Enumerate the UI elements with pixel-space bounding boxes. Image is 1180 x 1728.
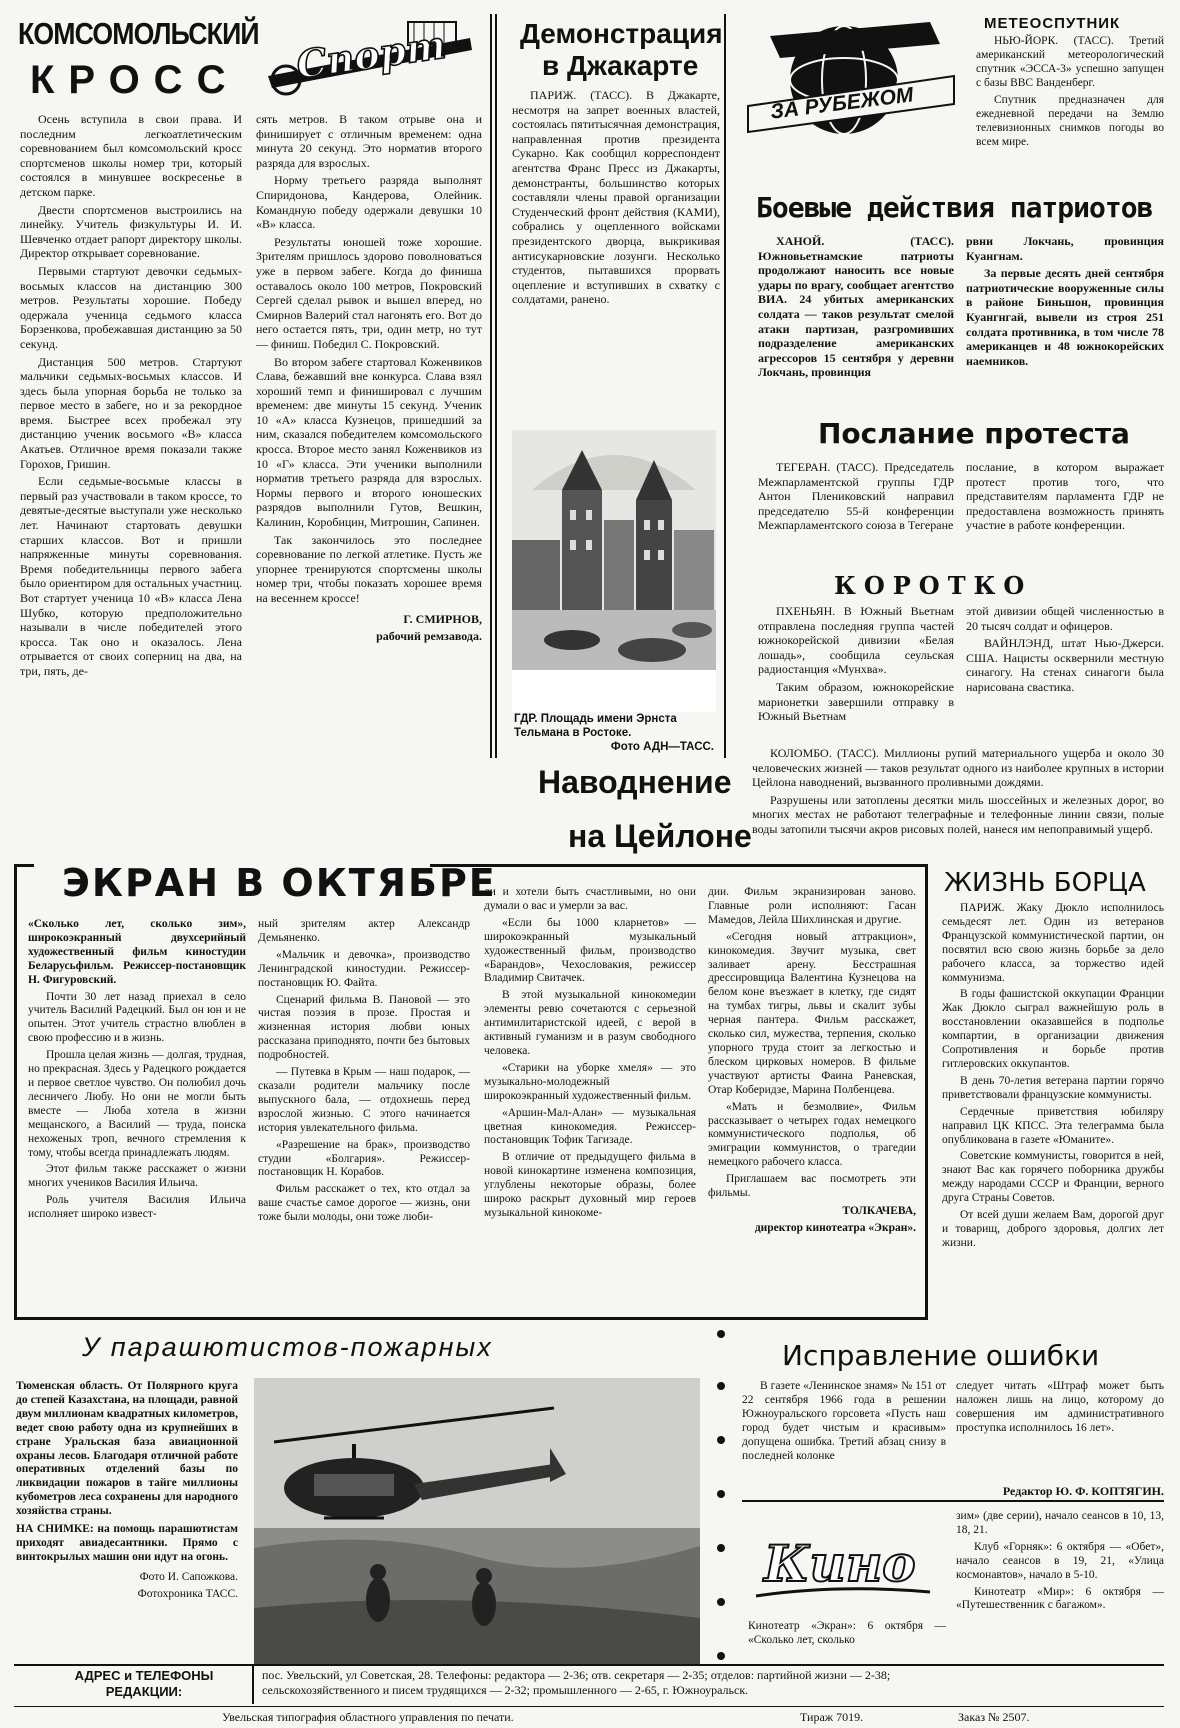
borets-paragraph: В день 70-летия ветерана партии горячо приветствовали французские коммунисты. xyxy=(942,1074,1164,1101)
abroad-logo xyxy=(740,14,962,142)
borets-paragraph: Советские коммунисты, говорится в ней, знают Вас как горячего поборника дружбы между народами СССР и Франции, верного друга Страны Советов. xyxy=(942,1150,1164,1205)
helicopter-photo xyxy=(254,1378,700,1664)
kino-logo-underline xyxy=(748,1534,938,1602)
kino-column-1 xyxy=(748,1620,946,1670)
kross-title-line1: КОМСОМОЛЬСКИЙ xyxy=(18,16,259,51)
correction-title: Исправление ошибки xyxy=(782,1339,1100,1372)
footer-bottom-rule xyxy=(14,1706,1164,1707)
kino-paragraph: Кинотеатр «Мир»: 6 октября — «Путешественник с багажом». xyxy=(956,1585,1164,1612)
footer-address-label-line1: АДРЕС и ТЕЛЕФОНЫ xyxy=(74,1668,214,1683)
ekran-paragraph: ный зрителям актер Александр Демьяненко. xyxy=(258,918,470,944)
colombo-article xyxy=(752,746,1164,860)
correction-column-1 xyxy=(742,1380,946,1490)
patriots-paragraph: ХАНОЙ. (ТАСС). Южновьетнамские патриоты продолжают наносить все новые удары по врагу, сообщает агентство ВИА. 24 убитых американских солдата — таков результат смелой атаки партизан, разгромивших подразделение американских агрессоров 15 сентября у деревни Локчань, провинция xyxy=(758,234,954,380)
korotko-paragraph: ПХЕНЬЯН. В Южный Вьетнам отправлена последняя группа частей южнокорейской дивизии «Белая лошадь», сообщила сеульская радиостанция «Мунхва». xyxy=(758,604,954,677)
korotko-paragraph: ВАЙНЛЭНД, штат Нью-Джерси. США. Нацисты осквернили местную синагогу. На стенах синагоги была нарисована свастика. xyxy=(966,636,1164,694)
borets-paragraph: Сердечные приветствия юбиляру направил ЦК КПСС. Эта телеграмма была опубликована в газете «Юманите». xyxy=(942,1105,1164,1146)
dot-separator xyxy=(716,1330,726,1670)
patriots-paragraph: рвни Локчань, провинция Куангнам. xyxy=(966,234,1164,263)
patriots-title: Боевые действия патриотов xyxy=(756,191,1153,224)
footer-address-label xyxy=(44,1668,244,1700)
kross-paragraph: Результаты юношей тоже хорошие. Зрителям пришлось здорово поволноваться уже в первом забеге. Когда до финиша оставалось около 100 метров, Покровский Сергей сделал рывок и вышел вперед, но Смирнов Валерий стал нагонять его. Вот до него остается пять, три, один метр, но тут — финиш. Победил С. Покровский. xyxy=(256,234,482,351)
colombo-paragraph: КОЛОМБО. (ТАСС). Миллионы рупий материального ущерба и около 30 человеческих жизней — таков результат одного из наиболее крупных в истории Цейлона наводнений, вызванного проливными дождями. xyxy=(752,746,1164,790)
kross-paragraph: сять метров. В таком отрыве она и финиширует с отличным временем: одна минута 20 секунд. Это норматив второго разряда для взрослых. xyxy=(256,112,482,170)
ekran-signature-name: ТОЛКАЧЕВА, xyxy=(842,1204,916,1217)
protest-column-1 xyxy=(758,460,954,562)
ekran-box-top-rule xyxy=(14,864,34,867)
kino-logo-text: Кино xyxy=(764,1534,916,1593)
correction-paragraph: следует читать «Штраф может быть наложен лишь на лицо, которому до совершения им административного проступка исполнилось 16 лет». xyxy=(956,1380,1164,1434)
kross-paragraph: Так закончилось это последнее соревнование по легкой атлетике. Пусть же упорнее тренируются спортсмены школы номер три, чтобы показать хорошее время на весеннем кроссе! xyxy=(256,532,482,605)
jakarta-title-line1: Демонстрация xyxy=(520,18,723,49)
kross-paragraph: Если седьмые-восьмые классы в первый раз участвовали в таком кроссе, то девятые-десятые выступали уже несколько лет. Начинают стартовать девушки старших классов. Вот и пришли напряженные минуты соревнования. Время победительницы первого забега было ориентиром для остальных участниц. Вот стартует ученица 10 «В» класса Лена Шубко, которую предположительно называли в числе победителей этого кросса. Так оно и оказалось. Лена отрывается от своих соперниц на два, на три, пять, де- xyxy=(20,474,242,678)
rostock-photo-caption: ГДР. Площадь имени Эрнста Тельмана в Ростоке. xyxy=(514,713,677,739)
ekran-paragraph: Этот фильм также расскажет о жизни многих учеников Василия Ильича. xyxy=(28,1163,246,1190)
kino-paragraph: Кинотеатр «Экран»: 6 октября — «Сколько лет, сколько xyxy=(748,1620,946,1646)
footer-address xyxy=(262,1668,1162,1698)
kross-signature-role: рабочий ремзавода. xyxy=(376,629,482,644)
sport-logo xyxy=(258,14,480,104)
ekran-box-top-rule xyxy=(430,864,928,867)
ekran-paragraph: В этой музыкальной кинокомедии элементы ревю сочетаются с серьезной антимилитаристской идеей, с верой в активный гуманизм и в разум свободного человека. xyxy=(484,989,696,1057)
correction-column-2 xyxy=(956,1380,1164,1470)
column-rule xyxy=(495,14,497,758)
ekran-paragraph: «Старики на уборке хмеля» — это музыкально-молодежный широкоэкранный художественный фильм. xyxy=(484,1061,696,1102)
abroad-logo-text: ЗА РУБЕЖОМ xyxy=(769,83,915,124)
kross-paragraph: Дистанция 500 метров. Стартуют мальчики седьмых-восьмых классов. И здесь была упорная борьба не только за первое место в забеге, но и за рекордное время. Быстрее всех пробежал эту дистанцию ученик восьмого «В» класса Акатьев. Отличное время показали также Горохов, Гришин. xyxy=(20,354,242,471)
sport-logo-text: Спорт xyxy=(293,21,449,88)
kross-column-1 xyxy=(20,112,242,780)
ekran-paragraph: В отличие от предыдущего фильма в новой кинокартине изменена композиция, углублены некоторые образы, более широко раскрыт духовный мир героев музыкальной кинокоме- xyxy=(484,1151,696,1219)
borets-paragraph: От всей души желаем Вам, дорогой друг и товарищ, доброго здоровья, долгих лет жизни. xyxy=(942,1209,1164,1249)
ekran-paragraph: «Сегодня новый аттракцион», кинокомедия. Звучит музыка, свет заливает арену. Бесстрашная дрессировщица Валентина Кузнецова на белом коне въезжает в клетку, где сидят на тумбах тигры, львы и скалит зубы черная пантера. Фильм расскажет, сколько сил, мужества, терпения, сколько упорного труда стоит за легкостью и блеском цирковых номеров. В фильме участвуют артисты Фаина Раневская, Отар Коберидзе, Марина Полбенцева. xyxy=(708,930,916,1096)
protest-paragraph: ТЕГЕРАН. (ТАСС). Председатель Межпарламентской группы ГДР Антон Плениковский направил председателю 55-й конференции Межпарламентского союза в Тегеране xyxy=(758,460,954,533)
parachute-article xyxy=(16,1380,238,1668)
ekran-paragraph: Сценарий фильма В. Пановой — это чистая поэзия в прозе. Простая и жизненная история любви юных рассказана приподнято, почти без бытовых подробностей. xyxy=(258,993,470,1062)
korotko-paragraph: Таким образом, южнокорейские марионетки завершили отправку в Южный Вьетнам xyxy=(758,679,954,724)
ekran-paragraph: дии. Фильм экранизирован заново. Главные роли исполняют: Гасан Мамедов, Лейла Шихлинская и другие. xyxy=(708,886,916,926)
colombo-paragraph: Разрушены или затоплены десятки миль шоссейных и железных дорог, во многих местах не работают телеграфные и телефонные линии связи, полые воды затопили тысячи акров рисовых полей, нанеся им непоправимый ущерб. xyxy=(752,792,1164,836)
korotko-column-2 xyxy=(966,604,1164,742)
ekran-paragraph: Прошла целая жизнь — долгая, трудная, но прекрасная. Здесь у Радецкого рождается и первое светлое чувство. Он полюбил дочь лесничего Любу. Но они не могли быть вместе — Люба хотела в жизни мещанского, а Василий — труда, поиска нехоженых троп, вечного стремления к тому, чтобы всегда принадлежать людям. xyxy=(28,1049,246,1159)
borets-title: ЖИЗНЬ БОРЦА xyxy=(944,868,1146,898)
ekran-column-2 xyxy=(258,918,470,1306)
protest-paragraph: послание, в котором выражает протест против того, что представителям парламента ГДР не предоставлена возможность принять участие в работе конференции. xyxy=(966,460,1164,533)
footer-address-label-line2: РЕДАКЦИИ: xyxy=(105,1684,183,1699)
rostock-photo-credit: Фото АДН—ТАСС. xyxy=(610,741,714,753)
patriots-paragraph: За первые десять дней сентября патриотические вооруженные силы в районе Биньшон, провинция Куангнгай, вывели из строя 251 солдата противника, в том числе 78 американцев и 48 южнокорейских наемников. xyxy=(966,266,1164,368)
kross-paragraph: Во втором забеге стартовал Коженвиков Слава, бежавший вне конкурса. Слава взял хороший темп и финишировал с лучшим временем: две минуты 15 секунд. Ученик 10 «А» класса Кузнецов, пришедший за ним, сказался победителем комсомольского кросса. Второе место занял Коженвиков из 10 «Г» класса. Эти ученики выполнили норматив третьего разряда для взрослых. Нормы первого и второго юношеских разрядов выполнили Гутов, Вешкин, Калинин, Коробицин, Митрошин, Сапинен. xyxy=(256,354,482,530)
korotko-paragraph: этой дивизии общей численностью в 20 тысяч солдат и офицеров. xyxy=(966,604,1164,633)
ekran-paragraph: — Путевка в Крым — наш подарок, — сказали родители мальчику после выпускного бала, — отдохнешь перед взрослой жизнью. С этого начинается история увлекательного фильма. xyxy=(258,1066,470,1134)
kino-paragraph: Клуб «Горняк»: 6 октября — «Обет», начало сеансов в 19, 21, «Улица космонавтов», начало в 5-10. xyxy=(956,1540,1164,1581)
kross-paragraph: Норму третьего разряда выполнят Спиридонова, Кандерова, Олейник. Командную победу одержали девушки 10 «В» класса. xyxy=(256,173,482,232)
helicopter-photo-graphic xyxy=(254,1378,700,1664)
korotko-title: КОРОТКО xyxy=(834,571,1033,600)
footer-order: Заказ № 2507. xyxy=(958,1710,1030,1724)
korotko-column-1 xyxy=(758,604,954,742)
protest-column-2 xyxy=(966,460,1164,562)
kross-paragraph: Первыми стартуют девочки седьмых-восьмых классов на дистанцию 300 метров. Результаты хорошие. Победу одержала ученица седьмого класса Борзенкова, пробежавшая дистанцию за 50 секунд. xyxy=(20,263,242,351)
flood-title-line2: на Цейлоне xyxy=(568,818,752,854)
kross-column-2 xyxy=(256,112,482,812)
correction-rule xyxy=(742,1500,1164,1502)
ekran-signature-role: директор кинотеатра «Экран». xyxy=(754,1221,916,1234)
kross-paragraph: Двести спортсменов выстроились на линейку. Учитель физкультуры И. И. Шевченко отдает рапорт директору школы. Директор открывает соревнование. xyxy=(20,202,242,261)
footer-rule xyxy=(252,1666,254,1704)
footer-address-line1: пос. Увельский, ул Советская, 28. Телефоны: редактора — 2-36; отв. секретаря — 2-35; отделов: партийной жизни — 2-38; xyxy=(262,1668,891,1682)
parachute-paragraph: Тюменская область. От Полярного круга до степей Казахстана, на площади, равной двум миллионам квадратных километров, ведет свою работу одна из крупнейших в стране Уральская база авиационной охраны лесов. Благодаря отличной работе оперативных отделений базы по ликвидации пожаров в тайге миллионы кубометров леса сохранены для народного хозяйства страны. xyxy=(16,1380,238,1518)
ekran-paragraph: «Мальчик и девочка», производство Ленинградской киностудии. Режиссер-постановщик Ю. Файта. xyxy=(258,948,470,989)
jakarta-paragraph: ПАРИЖ. (ТАСС). В Джакарте, несмотря на запрет военных властей, состоялась пятитысячная демонстрация, направленная против президента Сукарно. Как сообщил корреспондент агентства Франс Пресс из Джакарты, демонстранты, большинство которых составляли члены правой организации Студенческий фронт действия (КАМИ), собрались у оцепленного войсками президентского дворца, выкрикивая антисукарновские лозунги. Несколько студентов, пытавшихся прорвать оцепление и вступивших в схватку с солдатами, ранено. xyxy=(512,88,720,307)
ekran-paragraph: «Если бы 1000 кларнетов» — широкоэкранный музыкальный художественный фильм, производство «Барандов», Чехословакия, режиссер Владимир Свитачек. xyxy=(484,916,696,985)
kross-paragraph: Осень вступила в свои права. И последним легкоатлетическим соревнованием был комсомольский кросс спортсменов школы номер три, который состоялся в минувшее воскресенье в детском парке. xyxy=(20,112,242,199)
ekran-column-1 xyxy=(28,918,246,1306)
ekran-paragraph: Роль учителя Василия Ильича исполняет широко извест- xyxy=(28,1194,246,1221)
kino-logo xyxy=(748,1534,938,1602)
parachute-credit: Фото И. Сапожкова. xyxy=(139,1570,238,1583)
column-rule xyxy=(724,14,726,758)
ekran-paragraph: Почти 30 лет назад приехал в село учитель Василий Радецкий. Был он юн и не опытен. Этот учитель страстно влюблен в свою профессию и в жизнь. xyxy=(28,990,246,1045)
borets-paragraph: В годы фашистской оккупации Франции Жак Дюкло сыграл важнейшую роль в восстановлении оказавшейся в подполье компартии, в организации движения Сопротивления и борьбе против гитлеровских оккупантов. xyxy=(942,988,1164,1070)
ekran-paragraph: «Аршин-Мал-Алан» — музыкальная цветная кинокомедия. Режиссер-постановщик Тофик Тагизаде. xyxy=(484,1106,696,1147)
correction-paragraph: В газете «Ленинское знамя» № 151 от 22 сентября 1966 года в решении Южноуральского горсовета «Пусть наш город будет чистым и красивым» допущена ошибка. Третий абзац снизу в последней колонке xyxy=(742,1380,946,1462)
ekran-paragraph: ли и хотели быть счастливыми, но они думали о вас и умерли за вас. xyxy=(484,886,696,912)
meteo-paragraph: Спутник предназначен для ежедневной передачи на Землю телевизионных снимков погоды во всем мире. xyxy=(976,94,1164,148)
ekran-paragraph: Приглашаем вас посмотреть эти фильмы. xyxy=(708,1173,916,1200)
footer-printer: Увельская типография областного управления по печати. xyxy=(222,1710,514,1724)
ekran-paragraph: «Разрешение на брак», производство студии «Болгария». Режиссер-постановщик Н. Корабов. xyxy=(258,1138,470,1179)
ekran-column-3 xyxy=(484,886,696,1306)
parachute-caption: НА СНИМКЕ: на помощь парашютистам приходят авиадесантники. Прямо с винтокрылых машин они идут на огонь. xyxy=(16,1523,238,1563)
ekran-paragraph: «Мать и безмолвие», Фильм рассказывает о четырех годах немецкого коммунистического подполья, об эмиграции коммунистов, о трагедии немецкого рабочего класса. xyxy=(708,1100,916,1169)
kino-paragraph: зим» (две серии), начало сеансов в 10, 13, 18, 21. xyxy=(956,1510,1164,1536)
meteo-paragraph: НЬЮ-ЙОРК. (ТАСС). Третий американский метеорологический спутник «ЭССА-3» успешно запущен с базы ВВС Ванденберг. xyxy=(976,35,1164,89)
ekran-paragraph: Фильм расскажет о тех, кто отдал за ваше счастье самое дорогое — жизнь, они тоже были молоды, они тоже люби- xyxy=(258,1183,470,1224)
column-rule xyxy=(490,14,492,758)
protest-title: Послание протеста xyxy=(818,417,1130,450)
rostock-photo xyxy=(512,430,716,712)
jakarta-title-line2: в Джакарте xyxy=(542,50,699,81)
footer-circulation: Тираж 7019. xyxy=(800,1710,864,1724)
borets-paragraph: ПАРИЖ. Жаку Дюкло исполнилось семьдесят лет. Один из ветеранов Французской коммунистической партии, он посвятил всю свою жизнь борьбе за дело рабочего класса, за торжество идей коммунизма. xyxy=(942,902,1164,984)
correction-editor: Редактор Ю. Ф. КОПТЯГИН. xyxy=(1002,1484,1164,1498)
footer-top-rule xyxy=(14,1664,1164,1666)
jakarta-article xyxy=(512,88,720,420)
kino-column-2 xyxy=(956,1510,1164,1670)
flood-title-line1: Наводнение xyxy=(538,764,732,800)
borets-article xyxy=(942,902,1164,1318)
parachute-credit: Фотохроника ТАСС. xyxy=(137,1587,238,1600)
patriots-column-1 xyxy=(758,234,954,412)
meteo-article xyxy=(976,34,1164,184)
patriots-column-2 xyxy=(966,234,1164,412)
ekran-title: ЭКРАН В ОКТЯБРЕ xyxy=(62,861,497,905)
footer-address-line2: сельскохозяйственного и писем трудящихся — 2-32; промышленного — 2-65, г. Южноуральск. xyxy=(262,1683,749,1697)
parachute-title: У парашютистов-пожарных xyxy=(82,1332,493,1362)
kross-signature-name: Г. СМИРНОВ, xyxy=(403,611,482,626)
rostock-photo-graphic xyxy=(512,430,716,712)
dot-separator-graphic xyxy=(716,1330,726,1670)
kross-title-line2: КРОСС xyxy=(30,58,240,102)
meteo-title: МЕТЕОСПУТНИК xyxy=(984,15,1121,32)
ekran-paragraph: «Сколько лет, сколько зим», широкоэкранный двухсерийный художественный фильм киностудии Беларусьфильм. Режиссер-постановщик Н. Фигуровский. xyxy=(28,918,246,986)
ekran-column-4 xyxy=(708,886,916,1306)
